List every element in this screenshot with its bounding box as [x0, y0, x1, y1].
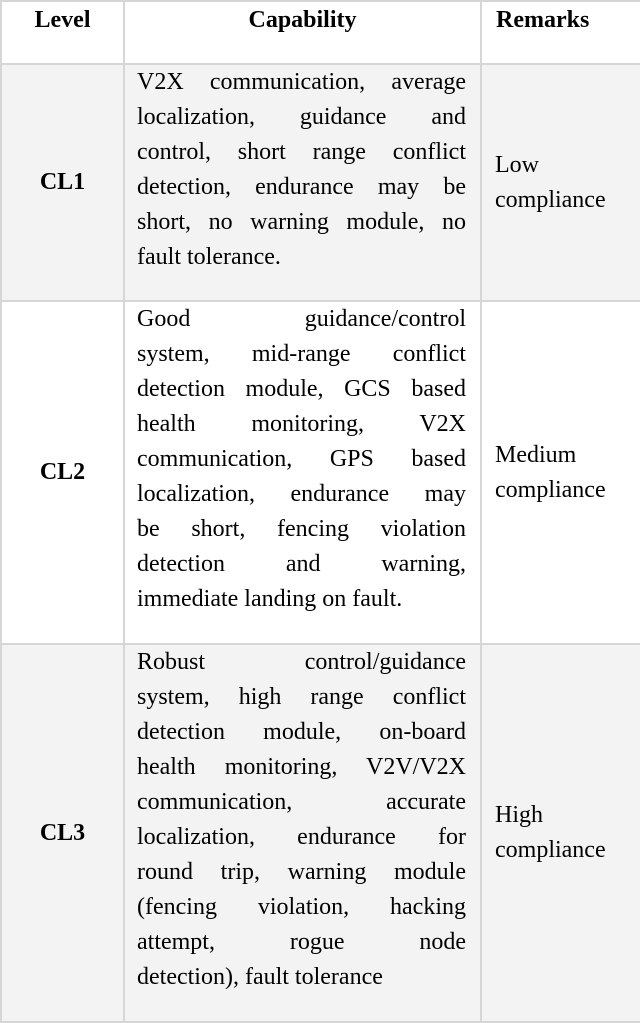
capability-line: V2X communication, average — [137, 69, 466, 95]
remarks-line: compliance — [495, 837, 606, 863]
capability-line: health monitoring, V2X — [137, 411, 466, 437]
capability-line: round trip, warning module — [137, 859, 466, 885]
capability-line: detection module, GCS based — [137, 376, 466, 402]
remarks-line: Low — [495, 151, 539, 178]
remarks-line: Medium — [495, 441, 577, 468]
level-cell: CL3 — [1, 644, 124, 1022]
level-cell: CL2 — [1, 301, 124, 644]
capability-line: localization, guidance and — [137, 104, 466, 130]
capability-line: control, short range conflict — [137, 139, 466, 165]
capability-line: (fencing violation, hacking — [137, 894, 466, 920]
remarks-cell — [481, 644, 640, 1022]
capability-line: Robust control/guidance — [137, 649, 466, 675]
capability-line: detection module, on-board — [137, 719, 466, 745]
capability-line: communication, accurate — [137, 789, 466, 815]
capability-line: system, mid-range conflict — [137, 341, 466, 367]
capability-line: short, no warning module, no — [137, 209, 466, 235]
remarks-line: compliance — [495, 476, 606, 503]
capability-line: detection), fault tolerance — [137, 964, 383, 990]
capability-cell — [124, 64, 481, 301]
capability-line: be short, fencing violation — [137, 516, 466, 542]
capability-line: communication, GPS based — [137, 446, 466, 472]
capability-line: localization, endurance may — [137, 481, 466, 507]
table-row — [1, 64, 640, 301]
header-row — [1, 1, 640, 64]
header-level: Level — [1, 1, 124, 64]
remarks-cell — [481, 64, 640, 301]
capability-cell — [124, 644, 481, 1022]
capability-line: system, high range conflict — [137, 684, 466, 710]
table-row — [1, 301, 640, 644]
capability-line: Good guidance/control — [137, 306, 466, 332]
header-capability: Capability — [124, 1, 481, 64]
capability-line: detection, endurance may be — [137, 174, 466, 200]
remarks-cell — [481, 301, 640, 644]
capability-line: localization, endurance for — [137, 824, 466, 850]
table-row — [1, 644, 640, 1022]
capability-line: fault tolerance. — [137, 244, 281, 270]
remarks-line: High — [495, 802, 543, 828]
level-cell: CL1 — [1, 64, 124, 301]
header-remarks: Remarks — [481, 1, 640, 64]
capability-cell — [124, 301, 481, 644]
capability-line: attempt, rogue node — [137, 929, 466, 955]
remarks-line: compliance — [495, 186, 606, 213]
capability-line: detection and warning, — [137, 551, 466, 577]
capability-line: health monitoring, V2V/V2X — [137, 754, 466, 780]
capability-line: immediate landing on fault. — [137, 586, 403, 612]
